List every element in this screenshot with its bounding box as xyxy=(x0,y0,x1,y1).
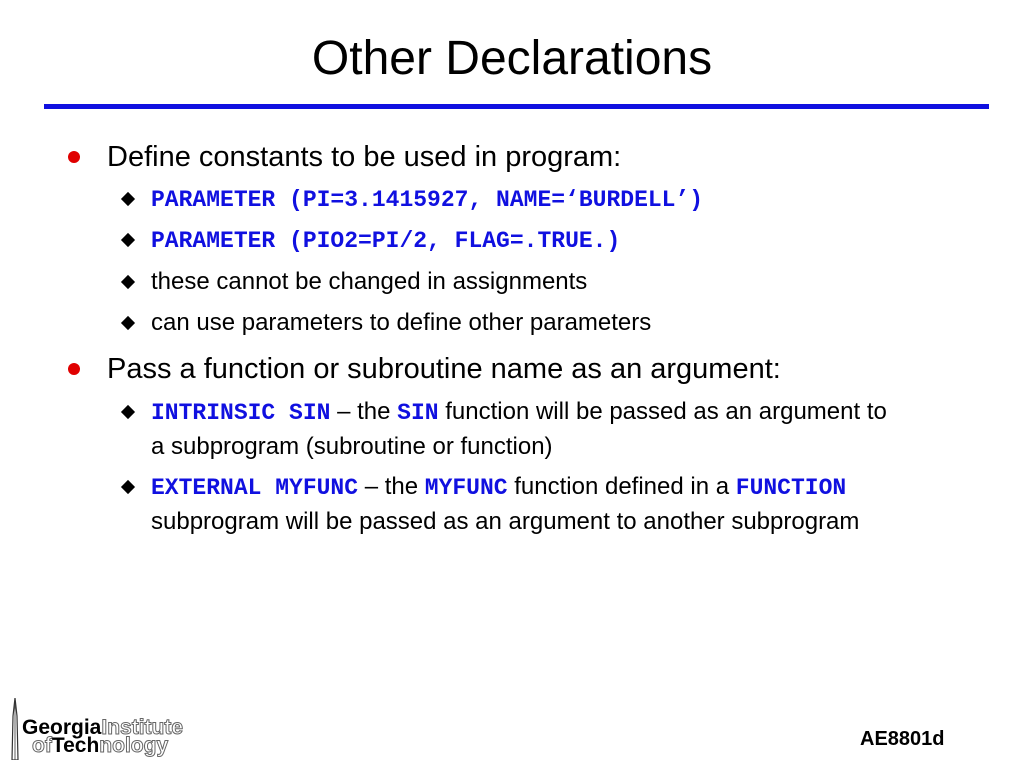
sub-bullet-text: these cannot be changed in assignments xyxy=(151,268,588,295)
sub-bullet-text xyxy=(151,470,891,539)
text-run: function defined in a xyxy=(507,473,736,500)
course-code: AE8801d xyxy=(860,728,945,750)
bullet-text: Pass a function or subroutine name as an argument: xyxy=(107,353,781,385)
code-text: SIN xyxy=(397,400,439,426)
title-divider xyxy=(44,104,989,109)
diamond-bullet-icon xyxy=(121,275,135,289)
logo-word: Tech xyxy=(51,734,100,757)
slide-title: Other Declarations xyxy=(311,32,713,85)
bullet-text: Define constants to be used in program: xyxy=(107,141,622,173)
text-run: – the xyxy=(358,473,425,500)
logo-word: nology xyxy=(99,734,169,757)
text-run: function will be passed as an argument to a subprogram (subroutine or function) xyxy=(151,398,887,460)
text-run: – the xyxy=(330,398,398,425)
red-bullet-icon xyxy=(68,151,80,163)
diamond-bullet-icon xyxy=(121,192,135,206)
diamond-bullet-icon xyxy=(121,405,135,419)
logo-word: Institute xyxy=(101,716,184,739)
logo-word: Georgia xyxy=(22,716,102,739)
diamond-bullet-icon xyxy=(121,316,135,330)
tech-tower-icon xyxy=(8,698,22,760)
code-text: MYFUNC xyxy=(424,475,508,501)
diamond-bullet-icon xyxy=(121,233,135,247)
sub-bullet-text xyxy=(151,395,891,464)
code-text: INTRINSIC SIN xyxy=(151,400,331,426)
logo-word: of xyxy=(32,734,52,757)
code-text: EXTERNAL MYFUNC xyxy=(151,475,359,501)
sub-bullet-text: can use parameters to define other parameters xyxy=(151,309,652,336)
code-text: PARAMETER (PIO2=PI/2, FLAG=.TRUE.) xyxy=(151,228,621,254)
code-text: FUNCTION xyxy=(735,475,847,501)
georgia-tech-logo xyxy=(8,698,218,760)
red-bullet-icon xyxy=(68,363,80,375)
diamond-bullet-icon xyxy=(121,480,135,494)
text-run: subprogram will be passed as an argument to another subprogram xyxy=(151,508,860,535)
code-text: PARAMETER (PI=3.1415927, NAME=‘BURDELL’) xyxy=(151,187,704,213)
